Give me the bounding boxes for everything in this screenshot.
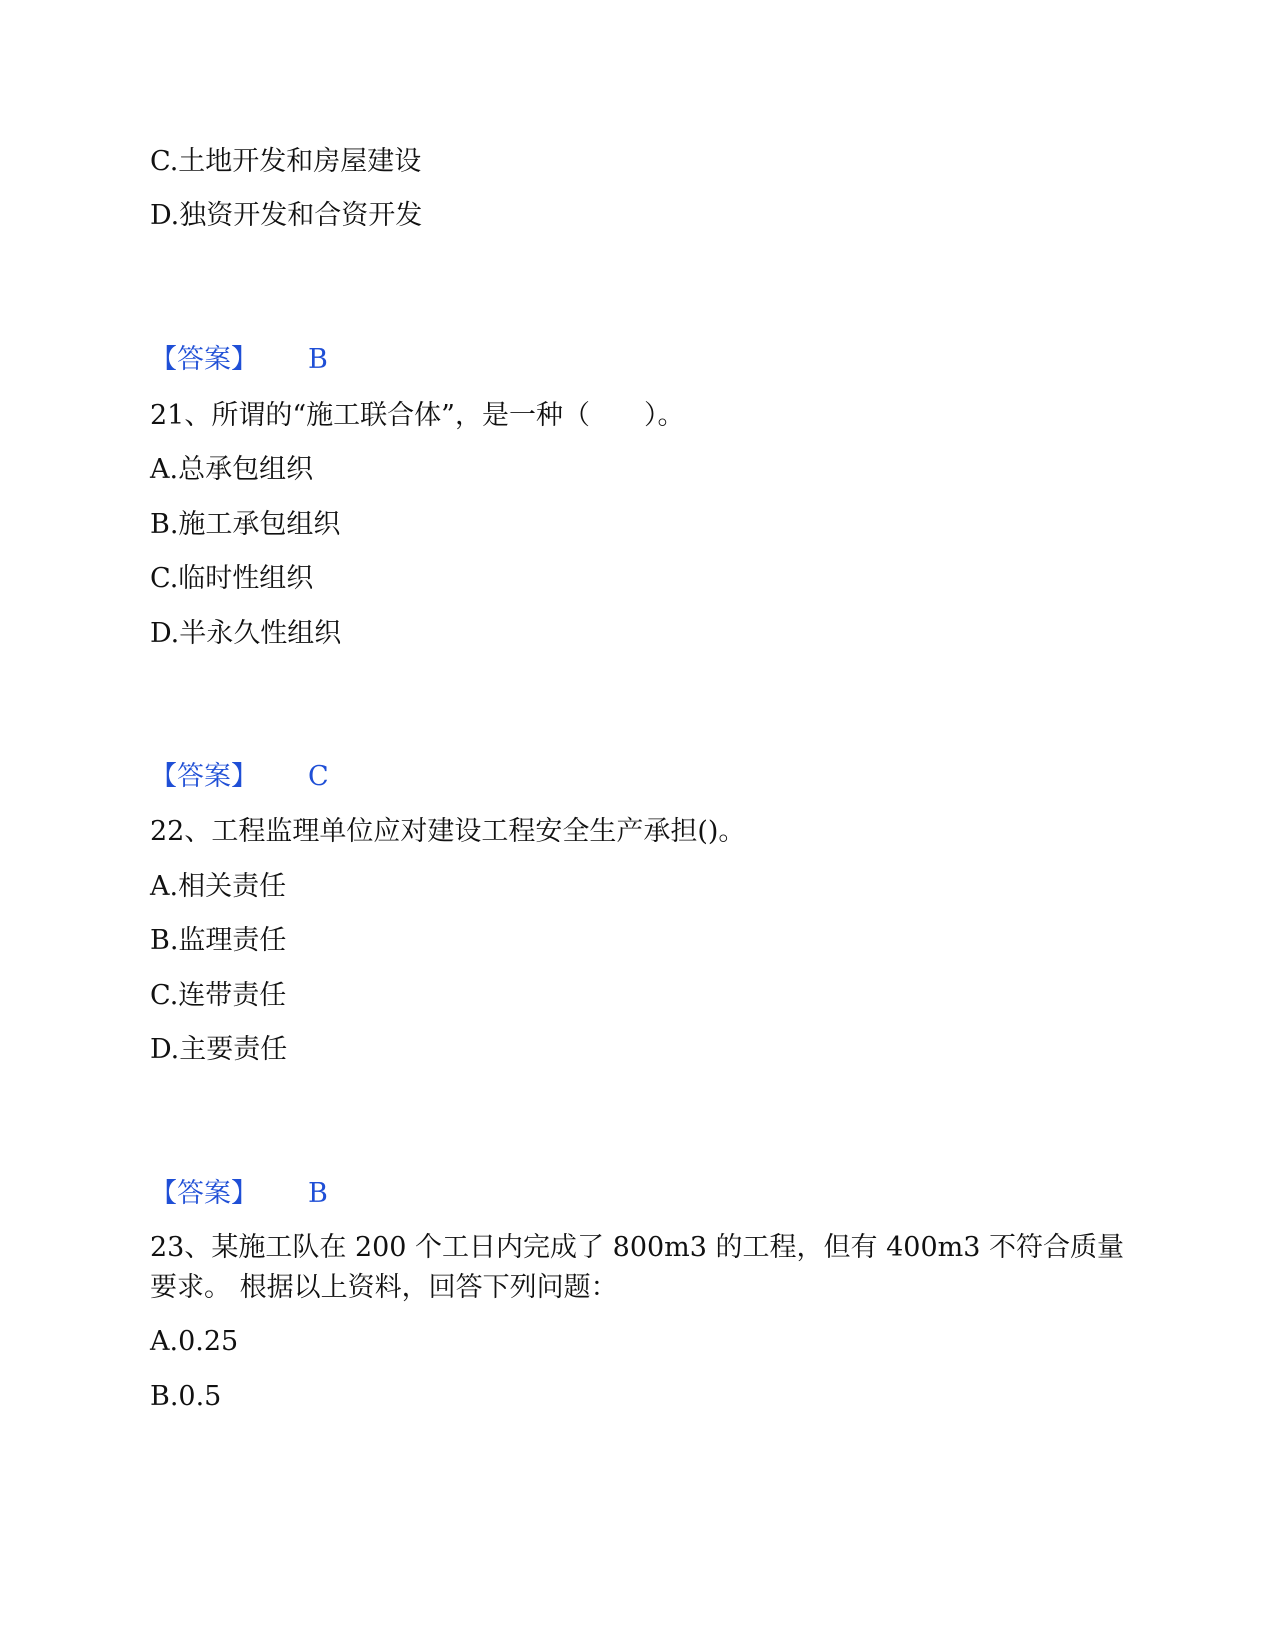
q23-option-b: B.0.5 bbox=[150, 1381, 222, 1412]
answer-value: B bbox=[308, 1178, 328, 1209]
q21-option-b: B.施工承包组织 bbox=[150, 509, 341, 540]
answer-label: 【答案】 bbox=[150, 344, 258, 375]
question-23-line-1: 23、某施工队在 200 个工日内完成了 800m3 的工程，但有 400m3 不符合质量 bbox=[150, 1232, 1125, 1263]
answer-value: C bbox=[308, 761, 329, 792]
q21-option-d: D.半永久性组织 bbox=[150, 618, 342, 649]
q23-option-a: A.0.25 bbox=[150, 1326, 239, 1357]
q22-option-d: D.主要责任 bbox=[150, 1034, 288, 1065]
answer-label: 【答案】 bbox=[150, 761, 258, 792]
option-c: C.土地开发和房屋建设 bbox=[150, 146, 422, 177]
answer-line bbox=[150, 340, 328, 380]
q22-option-b: B.监理责任 bbox=[150, 925, 287, 956]
q21-option-a: A.总承包组织 bbox=[150, 454, 314, 485]
q21-option-c: C.临时性组织 bbox=[150, 563, 314, 594]
q22-option-a: A.相关责任 bbox=[150, 871, 287, 902]
answer-label: 【答案】 bbox=[150, 1178, 258, 1209]
option-d: D.独资开发和合资开发 bbox=[150, 200, 423, 231]
q22-option-c: C.连带责任 bbox=[150, 980, 287, 1011]
question-22: 22、工程监理单位应对建设工程安全生产承担()。 bbox=[150, 816, 746, 847]
q22-answer-line bbox=[150, 1174, 328, 1214]
question-21: 21、所谓的“施工联合体”，是一种（ ）。 bbox=[150, 400, 685, 431]
q21-answer-line bbox=[150, 757, 329, 797]
answer-value: B bbox=[308, 344, 328, 375]
question-23-line-2: 要求。 根据以上资料，回答下列问题： bbox=[150, 1272, 618, 1303]
